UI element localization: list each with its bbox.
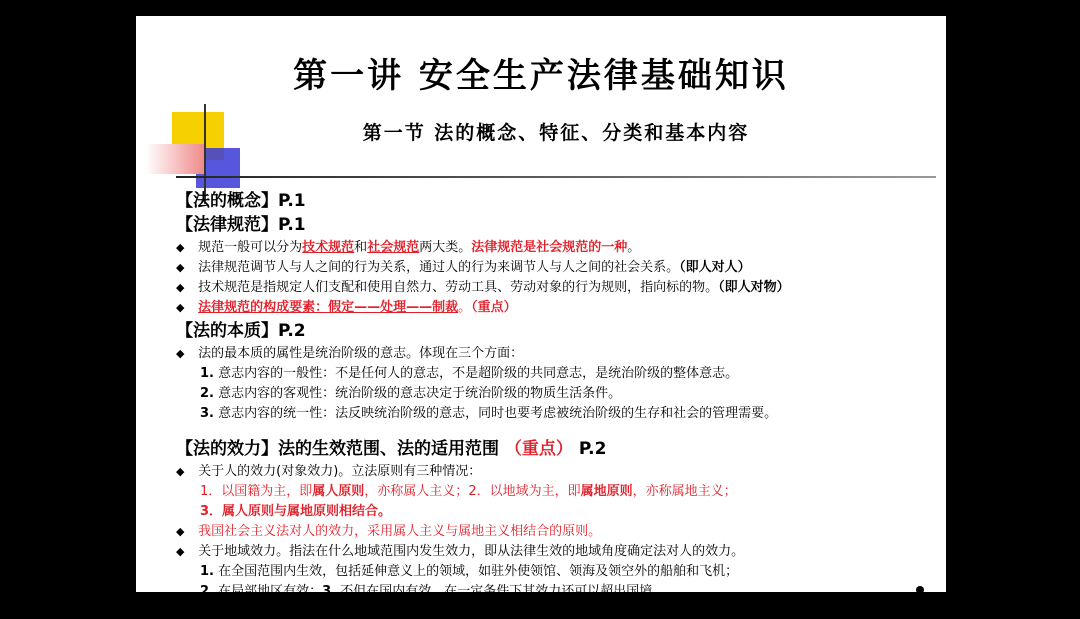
text: ，亦称属地主义； bbox=[632, 484, 737, 499]
numbered-item bbox=[200, 402, 777, 421]
diamond-bullet-icon: ◆ bbox=[176, 261, 185, 274]
page-title: 第一讲 安全生产法律基础知识 bbox=[293, 56, 789, 96]
deco-pink-block bbox=[146, 144, 204, 174]
text: 意志内容的统一性：法反映统治阶级的意志，同时也要考虑被统治阶级的生存和社会的管理需要。 bbox=[218, 406, 778, 421]
text: 在全国范围内生效，包括延伸意义上的领域，如驻外使领馆、领海及领空外的船舶和飞机； bbox=[218, 564, 739, 579]
text: 2. bbox=[200, 386, 214, 401]
text: （即人对物） bbox=[718, 280, 790, 295]
corner-dot-icon bbox=[916, 586, 924, 594]
text: 1. bbox=[200, 564, 214, 579]
text: 关于人的效力(对象效力)。立法原则有三种情况： bbox=[198, 464, 482, 479]
text: 社会规范 bbox=[367, 240, 420, 255]
text: 。 bbox=[627, 240, 641, 255]
text: 法律规范调节人与人之间的行为关系，通过人的行为来调节人与人之间的社会关系。 bbox=[198, 260, 680, 275]
list-item bbox=[176, 256, 751, 275]
diamond-bullet-icon: ◆ bbox=[176, 465, 185, 478]
list-item bbox=[176, 540, 744, 559]
text: 和 bbox=[354, 240, 368, 255]
numbered-item bbox=[200, 480, 737, 499]
text: 以地域为主，即 bbox=[489, 484, 581, 499]
numbered-item bbox=[200, 382, 621, 401]
diamond-bullet-icon: ◆ bbox=[176, 301, 185, 314]
text: 我国社会主义法对人的效力，采用属人主义与属地主义相结合的原则。 bbox=[198, 524, 602, 539]
diamond-bullet-icon: ◆ bbox=[176, 605, 185, 618]
text: 属地原则 bbox=[580, 484, 633, 499]
text: （即人对人） bbox=[679, 260, 751, 275]
text: 3. bbox=[322, 584, 337, 599]
text: 法律规范是社会规范的一种 bbox=[471, 240, 628, 255]
text: 规范一般可以分为 bbox=[198, 240, 303, 255]
text: 2． bbox=[468, 484, 490, 499]
slide bbox=[136, 16, 946, 619]
text: 【法的效力】法的生效范围、法的适用范围 bbox=[176, 439, 505, 459]
list-item bbox=[176, 236, 640, 255]
text: 关于地域效力。指法在什么地域范围内发生效力，即从法律生效的地域角度确定法对人的效力。 bbox=[198, 544, 745, 559]
text: 技术规范 bbox=[302, 240, 355, 255]
diamond-bullet-icon: ◆ bbox=[176, 545, 185, 558]
numbered-item: 3．属人原则与属地原则相结合。 bbox=[200, 504, 392, 519]
text: 意志内容的客观性：统治阶级的意志决定于统治阶级的物质生活条件。 bbox=[218, 386, 622, 401]
diamond-bullet-icon: ◆ bbox=[176, 525, 185, 538]
list-item bbox=[176, 342, 523, 361]
text: （重点） bbox=[471, 300, 517, 315]
diamond-bullet-icon: ◆ bbox=[176, 281, 185, 294]
heading-concept: 【法的概念】P.1 bbox=[176, 191, 306, 211]
text: 属人原则 bbox=[312, 484, 365, 499]
text: 不但在国内有效，在一定条件下其效力还可以超出国境。 bbox=[340, 584, 666, 599]
page-subtitle: 第一节 法的概念、特征、分类和基本内容 bbox=[362, 122, 750, 144]
text: 两大类。 bbox=[419, 240, 472, 255]
list-item bbox=[176, 276, 790, 295]
text: 法律规范的构成要素：假定——处理——制裁 bbox=[198, 300, 459, 315]
diamond-bullet-icon: ◆ bbox=[176, 241, 185, 254]
deco-horizontal-line bbox=[176, 176, 936, 178]
heading-legal-norm: 【法律规范】P.1 bbox=[176, 215, 306, 235]
list-item bbox=[176, 296, 517, 315]
text: 1．以国籍为主，即 bbox=[200, 484, 313, 499]
heading-validity bbox=[176, 434, 606, 459]
list-item bbox=[176, 600, 783, 619]
text: 1. bbox=[200, 366, 214, 381]
heading-essence: 【法的本质】P.2 bbox=[176, 321, 306, 341]
numbered-item bbox=[200, 560, 738, 579]
text: 在局部地区有效； bbox=[218, 584, 323, 599]
list-item bbox=[176, 520, 601, 539]
text: 技术规范是指规定人们支配和使用自然力、劳动工具、劳动对象的行为规则，指向标的物。 bbox=[198, 280, 719, 295]
numbered-item bbox=[200, 580, 665, 599]
diamond-bullet-icon: ◆ bbox=[176, 347, 185, 360]
text: 法的最本质的属性是统治阶级的意志。体现在三个方面： bbox=[198, 346, 524, 361]
text: （重点） bbox=[504, 439, 573, 459]
text: P.2 bbox=[578, 439, 607, 459]
text: 3. bbox=[200, 406, 214, 421]
numbered-item bbox=[200, 362, 738, 381]
text: 关于时间效力。法律一般只适用于生效后发生的事实和关系，通常不具有溯及力。但是法不溯及既往并 bbox=[198, 604, 784, 619]
text: ，亦称属人主义； bbox=[364, 484, 469, 499]
text: 。 bbox=[458, 300, 472, 315]
text: 2. bbox=[200, 584, 214, 599]
text: 意志内容的一般性：不是任何人的意志，不是超阶级的共同意志，是统治阶级的整体意志。 bbox=[218, 366, 739, 381]
list-item bbox=[176, 460, 481, 479]
